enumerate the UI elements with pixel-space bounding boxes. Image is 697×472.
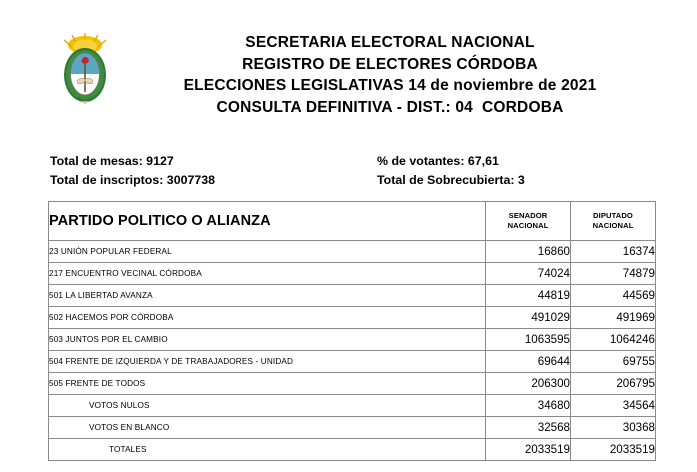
senador-votes: 1063595 — [486, 329, 571, 351]
diputado-votes: 69755 — [571, 351, 656, 373]
totales-label: TOTALES — [49, 439, 486, 461]
results-table-container — [48, 201, 656, 461]
column-header-diputado-line1: DIPUTADO — [593, 211, 633, 220]
diputado-votes: 34564 — [571, 395, 656, 417]
diputado-votes: 16374 — [571, 241, 656, 263]
diputado-votes: 206795 — [571, 373, 656, 395]
senador-votes: 491029 — [486, 307, 571, 329]
senador-votes: 34680 — [486, 395, 571, 417]
title-block — [120, 32, 660, 118]
party-name: 501 LA LIBERTAD AVANZA — [49, 285, 486, 307]
table-row — [49, 351, 656, 373]
column-header-senador — [486, 202, 571, 241]
column-header-senador-line2: NACIONAL — [507, 221, 549, 230]
column-header-party: PARTIDO POLITICO O ALIANZA — [49, 202, 486, 241]
party-name: 23 UNIÓN POPULAR FEDERAL — [49, 241, 486, 263]
diputado-total: 2033519 — [571, 439, 656, 461]
total-mesas-label: Total de mesas: 9127 — [50, 154, 174, 168]
table-row — [49, 417, 656, 439]
election-results-table — [48, 201, 656, 461]
senador-votes: 32568 — [486, 417, 571, 439]
table-row — [49, 263, 656, 285]
senador-total: 2033519 — [486, 439, 571, 461]
diputado-votes: 30368 — [571, 417, 656, 439]
title-line-4: CONSULTA DEFINITIVA - DIST.: 04 CORDOBA — [216, 98, 564, 116]
summary-right-column — [377, 152, 525, 190]
document-header — [0, 0, 697, 135]
column-header-diputado — [571, 202, 656, 241]
votos-en-blanco-label: VOTOS EN BLANCO — [49, 417, 486, 439]
diputado-votes: 74879 — [571, 263, 656, 285]
table-row-totals — [49, 439, 656, 461]
senador-votes: 206300 — [486, 373, 571, 395]
column-header-diputado-line2: NACIONAL — [592, 221, 634, 230]
table-row — [49, 373, 656, 395]
party-name: 217 ENCUENTRO VECINAL CÓRDOBA — [49, 263, 486, 285]
total-sobrecubierta-label: Total de Sobrecubierta: 3 — [377, 173, 525, 187]
table-row — [49, 307, 656, 329]
total-inscriptos-label: Total de inscriptos: 3007738 — [50, 173, 216, 187]
table-header — [49, 202, 656, 241]
senador-votes: 44819 — [486, 285, 571, 307]
table-row — [49, 241, 656, 263]
summary-stats — [0, 152, 697, 196]
diputado-votes: 1064246 — [571, 329, 656, 351]
table-body — [49, 241, 656, 461]
title-line-3: ELECCIONES LEGISLATIVAS 14 de noviembre de 2021 — [183, 77, 597, 94]
table-row — [49, 285, 656, 307]
diputado-votes: 491969 — [571, 307, 656, 329]
votos-nulos-label: VOTOS NULOS — [49, 395, 486, 417]
party-name: 502 HACEMOS POR CÓRDOBA — [49, 307, 486, 329]
party-name: 504 FRENTE DE IZQUIERDA Y DE TRABAJADORES - UNIDAD — [49, 351, 486, 373]
porcentaje-votantes-label: % de votantes: 67,61 — [377, 154, 499, 168]
column-header-senador-line1: SENADOR — [508, 211, 548, 220]
party-name: 503 JUNTOS POR EL CAMBIO — [49, 329, 486, 351]
senador-votes: 74024 — [486, 263, 571, 285]
senador-votes: 16860 — [486, 241, 571, 263]
crest-ribbon — [82, 101, 88, 104]
senador-votes: 69644 — [486, 351, 571, 373]
title-line-2: REGISTRO DE ELECTORES CÓRDOBA — [242, 55, 538, 73]
diputado-votes: 44569 — [571, 285, 656, 307]
argentine-coat-of-arms-icon — [58, 30, 112, 112]
title-line-1: SECRETARIA ELECTORAL NACIONAL — [245, 34, 535, 51]
summary-left-column — [50, 152, 215, 190]
party-name: 505 FRENTE DE TODOS — [49, 373, 486, 395]
table-header-row — [49, 202, 656, 241]
table-row — [49, 329, 656, 351]
table-row — [49, 395, 656, 417]
